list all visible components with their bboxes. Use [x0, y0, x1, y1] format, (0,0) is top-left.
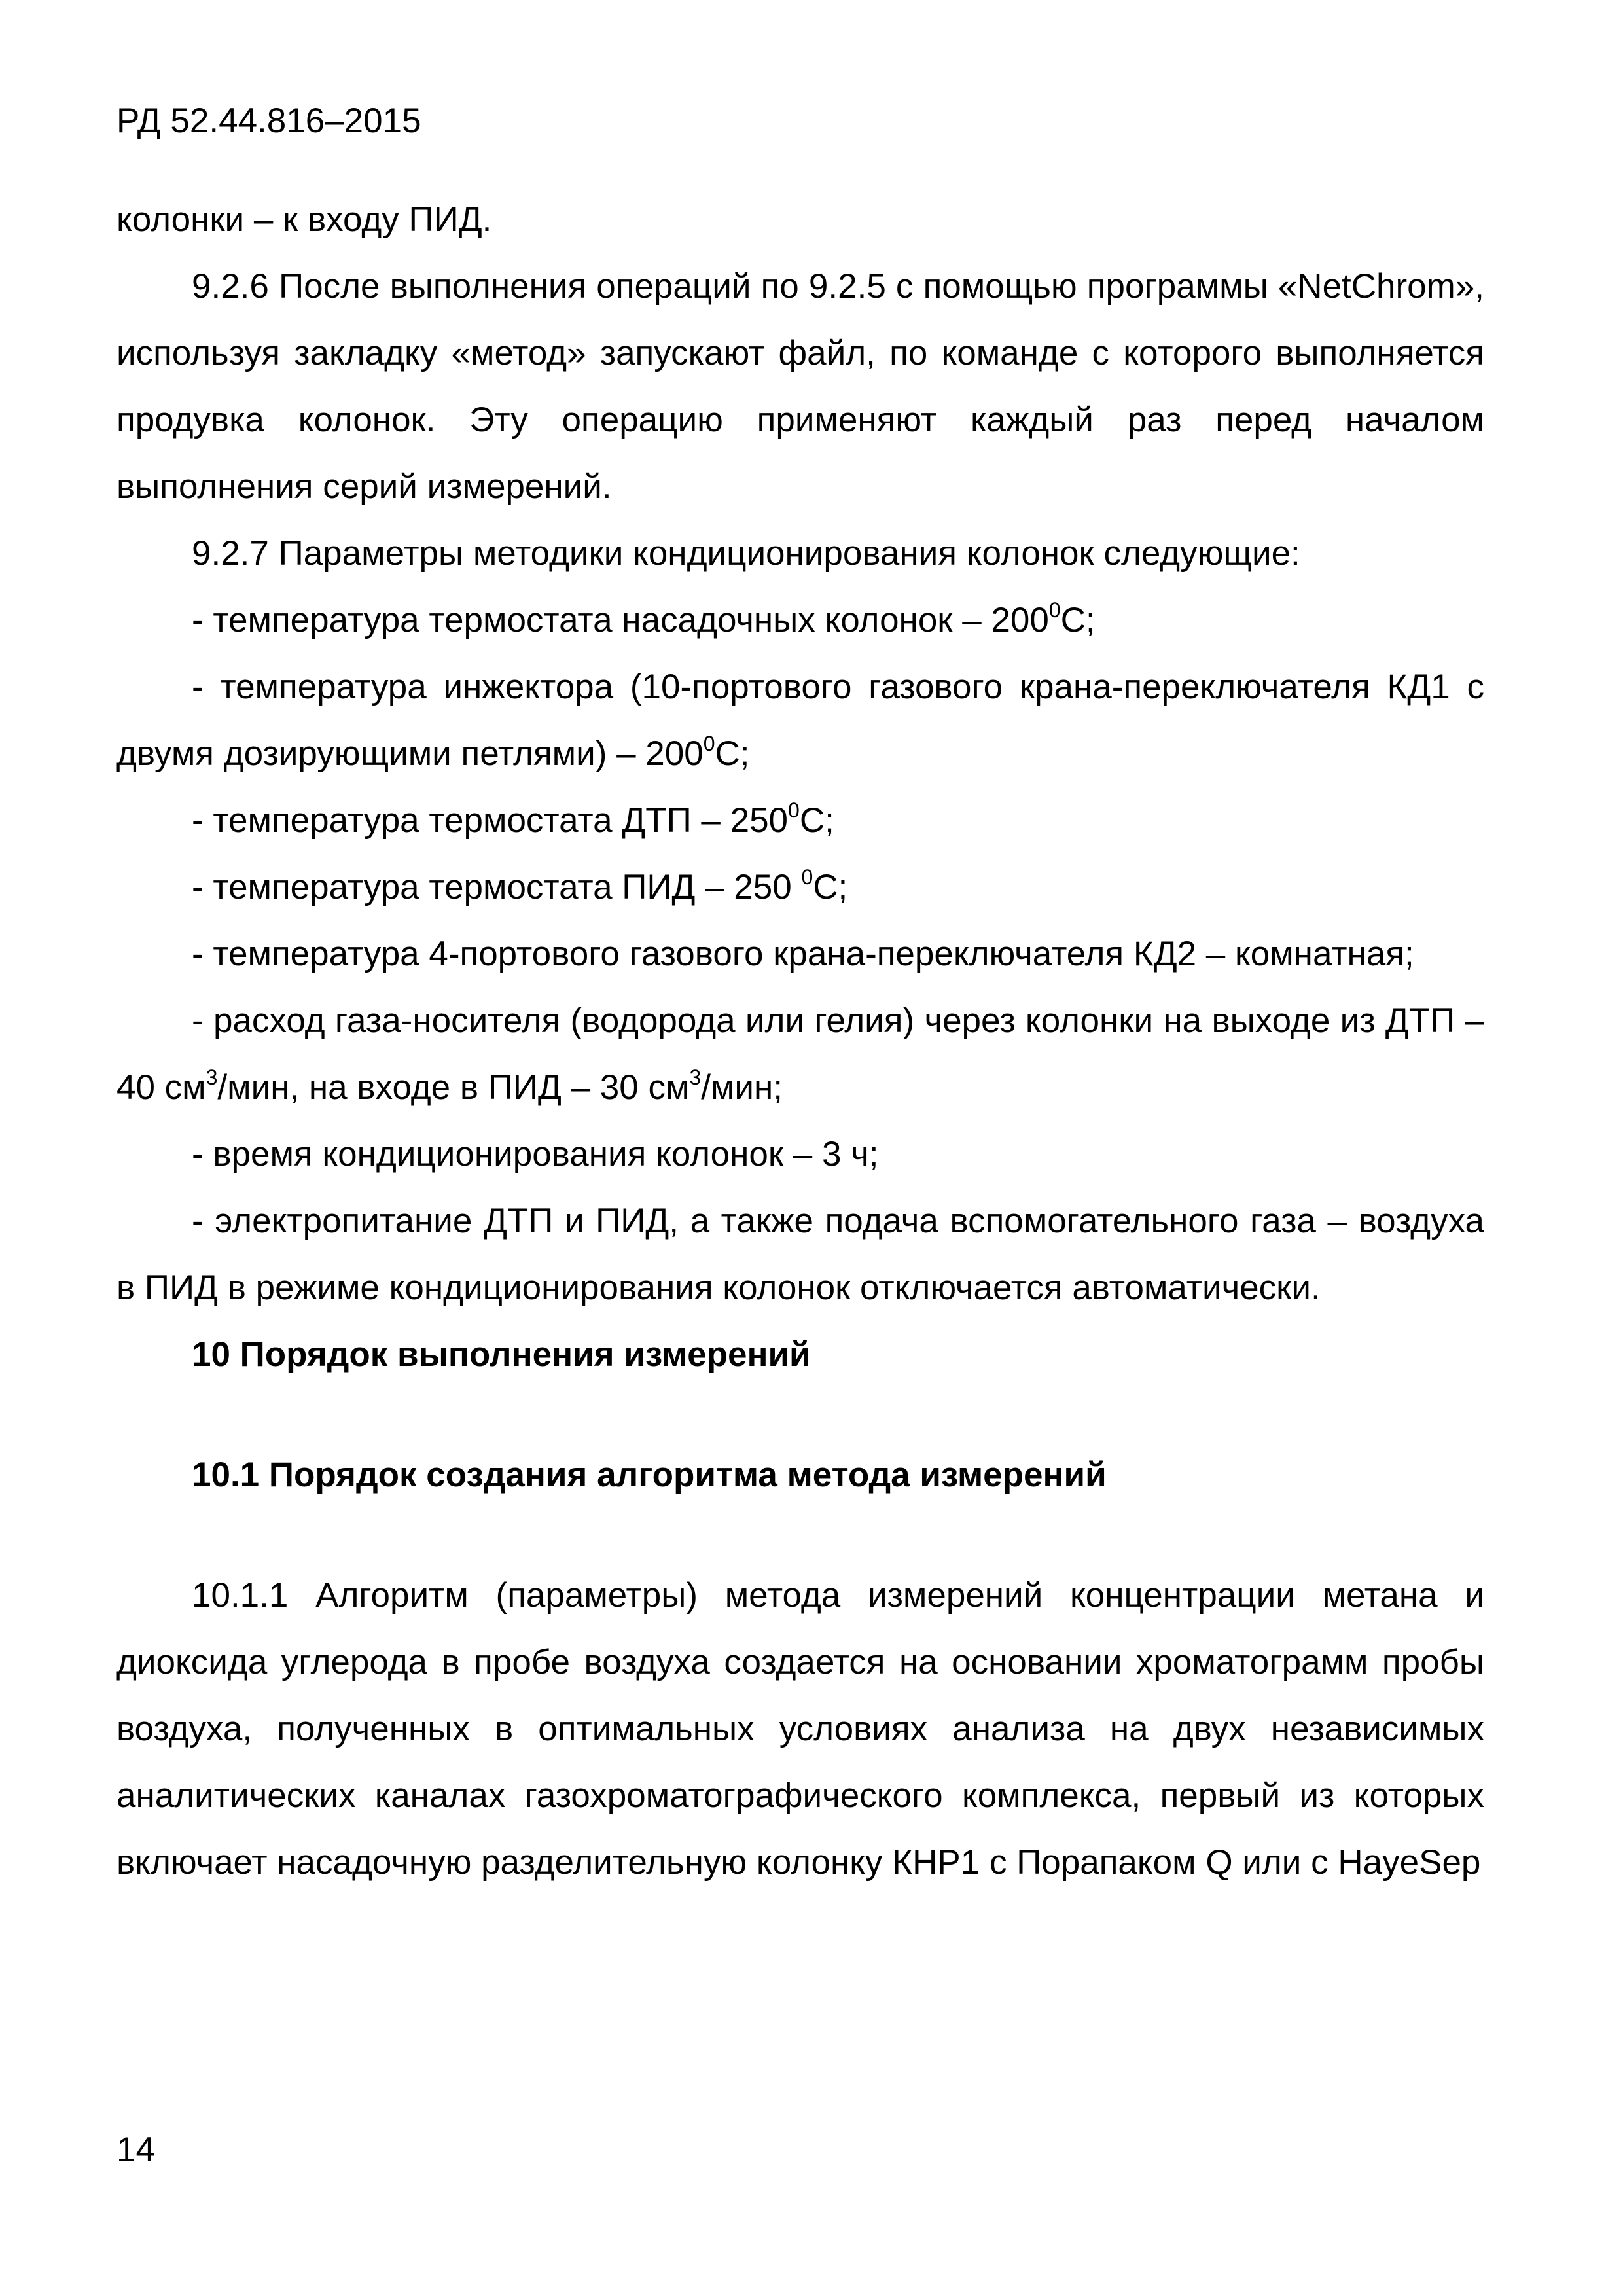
text-run: С;	[799, 801, 834, 840]
list-item-thermostat-pid	[116, 854, 1484, 921]
text-run: - температура термостата ПИД – 250	[192, 868, 802, 906]
list-item-valve-kd2: - температура 4-портового газового крана-переключателя КД2 – комнатная;	[192, 935, 1414, 973]
text-run: - расход газа-носителя (водорода или гелия) через колонки на выходе из ДТП – 40 см	[116, 1001, 1484, 1107]
superscript-degree: 0	[788, 798, 800, 822]
document-code-header: РД 52.44.816–2015	[116, 101, 421, 140]
text-run: - температура термостата ДТП – 250	[192, 801, 789, 840]
list-item-thermostat-dtp	[116, 787, 1484, 854]
document-body	[116, 187, 1484, 1896]
subsection-heading-10-1: 10.1 Порядок создания алгоритма метода измерений	[192, 1456, 1107, 1494]
list-item-carrier-gas-flow	[116, 988, 1484, 1121]
list-item-thermostat-columns	[116, 587, 1484, 654]
paragraph-9-2-7: 9.2.7 Параметры методики кондиционирования колонок следующие:	[192, 534, 1300, 573]
text-run: С;	[715, 734, 750, 773]
text-run: - температура термостата насадочных колонок – 200	[192, 601, 1049, 639]
paragraph-9-2-6: 9.2.6 После выполнения операций по 9.2.5 с помощью программы «NetChrom», используя закладку «метод» запускают файл, по команде с которого выполняется продувка колонок. Эту операцию применяют каждый раз перед началом выполнения серий измерений.	[116, 267, 1484, 506]
text-run: /мин;	[701, 1068, 783, 1107]
paragraph-10-1-1: 10.1.1 Алгоритм (параметры) метода измерений концентрации метана и диоксида углерода в пробе воздуха создается на основании хроматограмм пробы воздуха, полученных в оптимальных условиях анализа на двух независимых аналитических каналах газохроматографического комплекса, первый из которых включает насадочную разделительную колонку КНР1 с Порапаком Q или с HayeSep	[116, 1576, 1484, 1882]
superscript-degree: 0	[703, 732, 715, 755]
page-number: 14	[116, 2130, 155, 2169]
superscript-cubic: 3	[205, 1066, 218, 1089]
text-run: С;	[1060, 601, 1096, 639]
text-run: - температура инжектора (10-портового газового крана-переключателя КД1 с двумя дозирующими петлями) – 200	[116, 668, 1484, 773]
superscript-degree: 0	[801, 865, 813, 889]
paragraph-continuation: колонки – к входу ПИД.	[116, 200, 492, 239]
text-run: С;	[813, 868, 848, 906]
superscript-cubic: 3	[689, 1066, 702, 1089]
section-heading-10: 10 Порядок выполнения измерений	[192, 1335, 811, 1374]
text-run: /мин, на входе в ПИД – 30 см	[217, 1068, 690, 1107]
list-item-conditioning-time: - время кондиционирования колонок – 3 ч;	[192, 1135, 879, 1174]
list-item-power-supply: - электропитание ДТП и ПИД, а также подача вспомогательного газа – воздуха в ПИД в режиме кондиционирования колонок отключается автоматически.	[116, 1202, 1484, 1307]
superscript-degree: 0	[1048, 598, 1061, 622]
list-item-injector	[116, 654, 1484, 787]
